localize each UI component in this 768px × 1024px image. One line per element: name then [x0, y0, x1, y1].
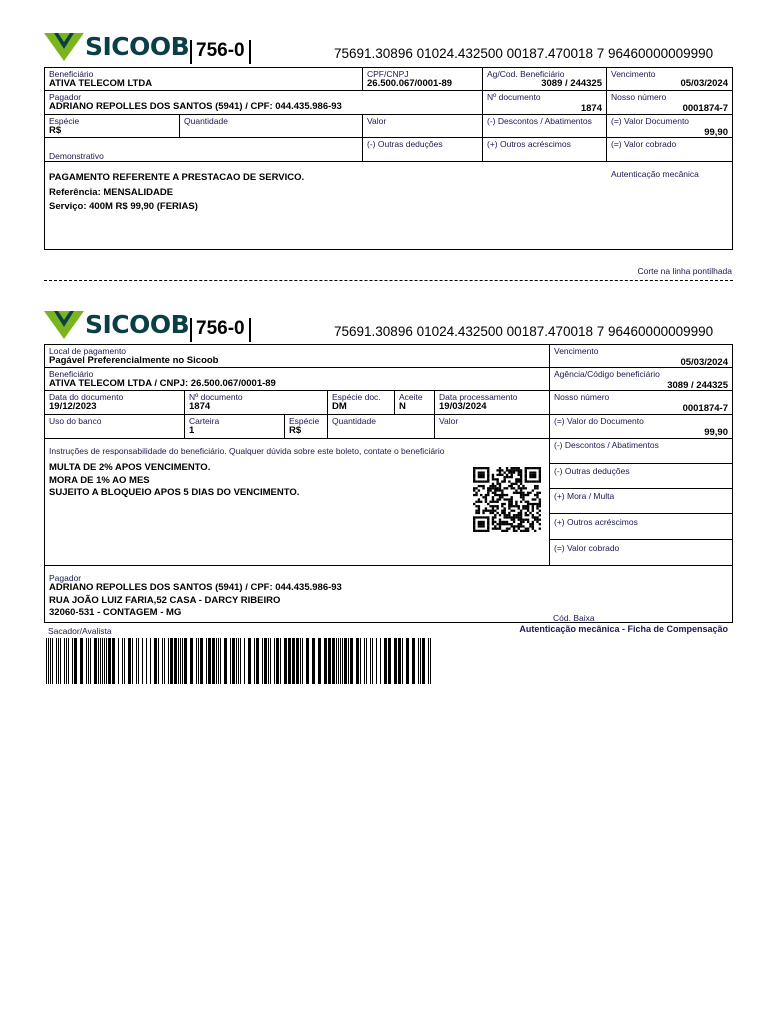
data-documento-label: Data do documento: [49, 392, 124, 402]
slip-outras-deducoes-cell: [550, 464, 732, 489]
quantidade-cell: [180, 115, 363, 138]
demonstrativo-cell: [45, 138, 363, 162]
sicoob-logo: [44, 310, 189, 340]
slip-num-doc-value: 1874: [189, 401, 211, 412]
demonstrativo-label: Demonstrativo: [49, 151, 104, 161]
sicoob-logo-icon: [44, 32, 84, 62]
digitable-line[interactable]: 75691.30896 01024.432500 00187.470018 7 96460000009990: [334, 46, 714, 61]
slip-pagador-label: Pagador: [49, 573, 82, 583]
data-processamento-label: Data processamento: [439, 392, 518, 402]
valor-documento-label: (=) Valor Documento: [611, 116, 690, 126]
especie-doc-label: Espécie doc.: [332, 392, 381, 402]
outros-acrescimos-label: (+) Outros acréscimos: [487, 139, 571, 149]
sicoob-logo-icon: [44, 310, 84, 340]
instrucoes-body: [49, 462, 299, 500]
descontos-label: (-) Descontos / Abatimentos: [487, 116, 592, 126]
agencia-cell: [483, 68, 607, 91]
data-documento-cell: [45, 391, 185, 415]
receipt-header: [44, 32, 732, 66]
slip-num-doc-label: Nº documento: [189, 392, 243, 402]
slip-nosso-numero-value: 0001874-7: [682, 403, 728, 414]
logo-text: SICOOB: [85, 310, 190, 339]
data-processamento-cell: [435, 391, 550, 415]
slip-especie-value: R$: [289, 425, 302, 436]
barcode: [46, 638, 440, 684]
slip-outros-acrescimos-label: (+) Outros acréscimos: [554, 517, 638, 527]
bank-code: 756-0: [190, 40, 251, 64]
slip-valor-cobrado-cell: [550, 540, 732, 566]
slip-agencia-label: Agência/Código beneficiário: [554, 369, 660, 379]
data-documento-value: 19/12/2023: [49, 401, 97, 412]
instrucoes-label: Instruções de responsabilidade do beneficiário. Qualquer dúvida sobre este boleto, contate o beneficiário: [49, 446, 445, 456]
slip-pagador-body: [49, 582, 342, 620]
instrucoes-line: MORA DE 1% AO MES: [49, 474, 150, 486]
nosso-numero-cell: [607, 91, 732, 115]
nosso-numero-value: 0001874-7: [682, 103, 728, 114]
cut-line: [44, 280, 733, 281]
instrucoes-line: MULTA DE 2% APOS VENCIMENTO.: [49, 462, 211, 473]
valor-documento-cell: [607, 115, 732, 138]
qr-code: [473, 467, 541, 532]
pagador-label: Pagador: [49, 92, 82, 102]
valor-cobrado-cell: [607, 138, 732, 162]
receipt-frame: [44, 67, 733, 250]
local-pagamento-cell: [45, 345, 550, 368]
pagador-cell: [45, 91, 483, 115]
cpf-cnpj-label: CPF/CNPJ: [367, 69, 409, 79]
slip-vencimento-cell: [550, 345, 732, 368]
slip-header: [44, 310, 732, 344]
slip-beneficiario-label: Beneficiário: [49, 369, 94, 379]
slip-valor-label: Valor: [439, 416, 459, 426]
slip-num-doc-cell: [185, 391, 328, 415]
cut-label: Corte na linha pontilhada: [637, 266, 732, 276]
cpf-cnpj-cell: [363, 68, 483, 91]
demonstrativo-line: Referência: MENSALIDADE: [49, 186, 174, 198]
valor-label: Valor: [367, 116, 387, 126]
beneficiario-cell: [45, 68, 363, 91]
slip-nosso-numero-label: Nosso número: [554, 392, 610, 402]
slip-pagador-cell: [45, 566, 732, 622]
data-processamento-value: 19/03/2024: [439, 401, 487, 412]
quantidade-label: Quantidade: [184, 116, 228, 126]
slip-valor-documento-cell: [550, 415, 732, 439]
aceite-label: Aceite: [399, 392, 423, 402]
aceite-cell: [395, 391, 435, 415]
digitable-line[interactable]: 75691.30896 01024.432500 00187.470018 7 96460000009990: [334, 324, 714, 339]
local-pagamento-value: Pagável Preferencialmente no Sicoob: [49, 355, 219, 366]
uso-banco-cell: [45, 415, 185, 439]
slip-nosso-numero-cell: [550, 391, 732, 415]
num-doc-cell: [483, 91, 607, 115]
especie-label: Espécie: [49, 116, 80, 126]
instrucoes-line: SUJEITO A BLOQUEIO APOS 5 DIAS DO VENCIMENTO.: [49, 487, 300, 498]
slip-descontos-label: (-) Descontos / Abatimentos: [554, 440, 659, 450]
carteira-value: 1: [189, 425, 195, 436]
slip-especie-label: Espécie: [289, 416, 320, 426]
slip-agencia-cell: [550, 368, 732, 391]
vencimento-label: Vencimento: [611, 69, 656, 79]
slip-vencimento-value: 05/03/2024: [680, 357, 728, 368]
valor-cell: [363, 115, 483, 138]
carteira-cell: [185, 415, 285, 439]
demonstrativo-line: PAGAMENTO REFERENTE A PRESTACAO DE SERVICO.: [49, 172, 305, 183]
slip-vencimento-label: Vencimento: [554, 346, 599, 356]
slip-frame: [44, 344, 733, 623]
mora-multa-cell: [550, 489, 732, 514]
slip-valor-documento-label: (=) Valor do Documento: [554, 416, 644, 426]
outros-acrescimos-cell: [483, 138, 607, 162]
instrucoes-cell: [45, 439, 550, 566]
vencimento-value: 05/03/2024: [680, 78, 728, 89]
cod-baixa-label: Cód. Baixa: [553, 613, 595, 623]
slip-valor-documento-value: 99,90: [704, 427, 728, 438]
num-doc-label: Nº documento: [487, 92, 541, 102]
pagador-value: ADRIANO REPOLLES DOS SANTOS (5941) / CPF: 044.435.986-93: [49, 101, 342, 112]
bank-code: 756-0: [190, 318, 251, 342]
descontos-cell: [483, 115, 607, 138]
local-pagamento-label: Local de pagamento: [49, 346, 127, 356]
nosso-numero-label: Nosso número: [611, 92, 667, 102]
mora-multa-label: (+) Mora / Multa: [554, 491, 615, 501]
slip-quantidade-cell: [328, 415, 435, 439]
valor-documento-value: 99,90: [704, 127, 728, 138]
slip-beneficiario-cell: [45, 368, 550, 391]
autenticacao-ficha-label: Autenticação mecânica - Ficha de Compensação: [519, 624, 728, 634]
logo-text: SICOOB: [85, 32, 190, 61]
cpf-cnpj-value: 26.500.067/0001-89: [367, 78, 453, 89]
especie-doc-cell: [328, 391, 395, 415]
sicoob-logo: [44, 32, 189, 62]
slip-outras-deducoes-label: (-) Outras deduções: [554, 466, 630, 476]
pagador-line: RUA JOÃO LUIZ FARIA,52 CASA - DARCY RIBEIRO: [49, 594, 281, 606]
pagador-line: ADRIANO REPOLLES DOS SANTOS (5941) / CPF: 044.435.986-93: [49, 582, 342, 593]
beneficiario-label: Beneficiário: [49, 69, 94, 79]
slip-valor-cell: [435, 415, 550, 439]
outras-deducoes-label: (-) Outras deduções: [367, 139, 443, 149]
slip-beneficiario-value: ATIVA TELECOM LTDA / CNPJ: 26.500.067/0001-89: [49, 378, 276, 389]
beneficiario-value: ATIVA TELECOM LTDA: [49, 78, 153, 89]
demonstrativo-line: Serviço: 400M R$ 99,90 (FERIAS): [49, 201, 198, 212]
outras-deducoes-cell: [363, 138, 483, 162]
vencimento-cell: [607, 68, 732, 91]
agencia-value: 3089 / 244325: [541, 78, 602, 89]
carteira-label: Carteira: [189, 416, 220, 426]
especie-cell: [45, 115, 180, 138]
num-doc-value: 1874: [580, 103, 602, 114]
especie-doc-value: DM: [332, 401, 347, 412]
demonstrativo-body: [49, 171, 549, 215]
slip-valor-cobrado-label: (=) Valor cobrado: [554, 543, 620, 553]
uso-banco-label: Uso do banco: [49, 416, 102, 426]
agencia-label: Ag/Cod. Beneficiário: [487, 69, 565, 79]
slip-quantidade-label: Quantidade: [332, 416, 376, 426]
valor-cobrado-label: (=) Valor cobrado: [611, 139, 677, 149]
slip-descontos-cell: [550, 439, 732, 464]
slip-agencia-value: 3089 / 244325: [667, 380, 728, 391]
aceite-value: N: [399, 401, 406, 412]
slip-especie-cell: [285, 415, 328, 439]
pagador-line: 32060-531 - CONTAGEM - MG: [49, 607, 182, 618]
especie-value: R$: [49, 125, 62, 136]
autenticacao-mecanica-label: Autenticação mecânica: [611, 169, 699, 179]
slip-outros-acrescimos-cell: [550, 514, 732, 540]
sacador-avalista-label: Sacador/Avalista: [48, 626, 112, 636]
